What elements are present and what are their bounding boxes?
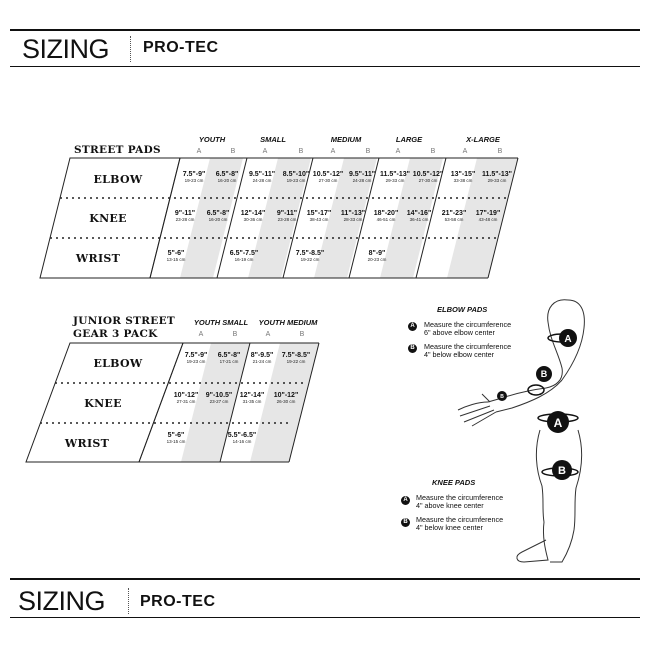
size-cell-inches: 11.5"-13": [380, 171, 410, 178]
size-cell-cm: 13-15 cm: [166, 438, 186, 444]
size-cell-cm: 19-23 cm: [184, 177, 204, 183]
size-cell: [206, 392, 233, 405]
size-cell-inches: 9"-11": [276, 210, 298, 217]
size-cell-cm: 21-24 cm: [252, 358, 272, 364]
size-cell-cm: 36-41 cm: [409, 216, 429, 222]
size-cell: [185, 352, 208, 365]
size-cell-cm: 20-23 cm: [367, 256, 387, 262]
junior-col-b: B: [299, 331, 305, 338]
size-cell-inches: 6.5"-8": [215, 171, 239, 178]
junior-col-b: B: [232, 331, 238, 338]
elbow-b-line2: 4" below elbow center: [424, 350, 495, 360]
junior-col-a: A: [198, 331, 204, 338]
size-cell: [274, 392, 299, 405]
size-cell-cm: 23-27 cm: [209, 398, 229, 404]
elbow-instruction-a: [424, 321, 511, 338]
street-col-a: A: [196, 148, 202, 155]
size-cell-inches: 6.5"-7.5": [229, 250, 259, 257]
elbow-badge-b: B: [408, 344, 417, 353]
size-cell-inches: 9"-10.5": [205, 392, 233, 399]
size-cell-cm: 13-15 cm: [166, 256, 186, 262]
junior-title: [73, 315, 175, 341]
street-col-b: B: [230, 148, 236, 155]
elbow-a-line1: Measure the circumference: [424, 320, 512, 329]
size-cell: [218, 352, 241, 365]
size-cell-inches: 5"-6": [167, 250, 185, 257]
size-cell-inches: 10.5"-12": [312, 171, 344, 178]
knee-pads-title: KNEE PADS: [432, 478, 476, 487]
size-cell-inches: 7.5"-9": [184, 352, 208, 359]
knee-a-line1: Measure the circumference: [416, 493, 504, 502]
illustration-badge-a-elbow: A: [564, 334, 572, 345]
size-cell-cm: 27-31 cm: [176, 398, 196, 404]
size-cell-cm: 24-28 cm: [352, 177, 372, 183]
size-cell-cm: 27-30 cm: [418, 177, 438, 183]
size-cell-inches: 8.5"-10": [282, 171, 310, 178]
size-cell: [251, 352, 274, 365]
size-cell-inches: 6.5"-8": [206, 210, 230, 217]
size-cell-inches: 10"-12": [273, 392, 299, 399]
size-cell-cm: 27-30 cm: [318, 177, 338, 183]
size-cell-cm: 17-21 cm: [219, 358, 239, 364]
size-cell-inches: 10"-12": [173, 392, 199, 399]
size-cell-inches: 13"-15": [450, 171, 476, 178]
size-cell-cm: 26-30 cm: [276, 398, 296, 404]
size-cell-inches: 12"-14": [240, 210, 266, 217]
size-cell-inches: 9.5"-11": [248, 171, 276, 178]
header-title: SIZING: [22, 34, 110, 64]
size-cell: [240, 392, 265, 405]
header-brand-logo: PRO-TEC: [143, 39, 219, 56]
size-cell: [174, 392, 199, 405]
size-cell: [167, 432, 186, 445]
street-col-a: A: [395, 148, 401, 155]
size-cell-cm: 19-22 cm: [286, 358, 306, 364]
size-cell-inches: 7.5"-9": [182, 171, 206, 178]
footer-bottom-rule: [10, 617, 640, 618]
illustration-badge-a-knee: A: [553, 416, 563, 430]
junior-row-label-elbow: ELBOW: [93, 357, 143, 370]
size-cell-inches: 17"-19": [475, 210, 501, 217]
size-cell-cm: 19-23 cm: [186, 358, 206, 364]
size-cell-cm: 16-20 cm: [208, 216, 228, 222]
elbow-instruction-b: [424, 343, 511, 360]
size-cell-cm: 43-48 cm: [478, 216, 498, 222]
size-cell-inches: 7.5"-8.5": [295, 250, 325, 257]
size-cell-cm: 38-43 cm: [309, 216, 329, 222]
street-row-label-knee: KNEE: [89, 212, 127, 225]
junior-row-label-knee: KNEE: [84, 397, 122, 410]
elbow-pads-title: ELBOW PADS: [437, 305, 488, 314]
footer-separator: [128, 588, 129, 614]
junior-size-youth-medium: YOUTH MEDIUM: [258, 318, 318, 327]
size-cell-inches: 10.5"-12": [412, 171, 444, 178]
size-cell-cm: 31-35 cm: [242, 398, 262, 404]
size-cell-cm: 30-36 cm: [243, 216, 263, 222]
knee-b-line2: 4" below knee center: [416, 523, 483, 533]
size-cell-inches: 6.5"-8": [217, 352, 241, 359]
knee-a-line2: 4" above knee center: [416, 501, 484, 511]
elbow-badge-a: A: [408, 322, 417, 331]
size-cell-inches: 9"-11": [174, 210, 196, 217]
size-cell-inches: 11"-13": [340, 210, 366, 217]
junior-title-line1: JUNIOR STREET: [73, 315, 176, 327]
street-row-label-elbow: ELBOW: [93, 173, 143, 186]
knee-b-line1: Measure the circumference: [416, 515, 504, 524]
size-cell-inches: 5.5"-6.5": [227, 432, 257, 439]
size-cell-cm: 23-28 cm: [175, 216, 195, 222]
street-size-small: SMALL: [260, 135, 286, 144]
size-cell-cm: 23-28 cm: [277, 216, 297, 222]
size-cell-inches: 7.5"-8.5": [281, 352, 311, 359]
size-cell-inches: 21"-23": [441, 210, 467, 217]
size-cell-inches: 14"-16": [406, 210, 432, 217]
footer-title: SIZING: [18, 586, 106, 616]
size-cell-cm: 29-33 cm: [487, 177, 507, 183]
street-col-b: B: [365, 148, 371, 155]
knee-instruction-a: [416, 494, 503, 511]
size-cell-inches: 11.5"-13": [482, 171, 512, 178]
size-cell: [282, 352, 310, 365]
knee-badge-b: B: [401, 518, 410, 527]
size-cell-cm: 19-22 cm: [300, 256, 320, 262]
junior-size-youth-small: YOUTH SMALL: [193, 318, 249, 327]
junior-row-label-wrist: WRIST: [64, 437, 110, 450]
street-size-large: LARGE: [395, 135, 423, 144]
junior-title-line2: GEAR 3 PACK: [73, 328, 158, 341]
size-cell-inches: 12"-14": [239, 392, 265, 399]
size-cell-cm: 16-19 cm: [234, 256, 254, 262]
size-cell-cm: 19-23 cm: [286, 177, 306, 183]
size-cell-inches: 15"-17": [306, 210, 332, 217]
elbow-b-line1: Measure the circumference: [424, 342, 512, 351]
size-cell-cm: 33-38 cm: [453, 177, 473, 183]
street-size-medium: MEDIUM: [330, 135, 362, 144]
size-cell-inches: 18"-20": [373, 210, 399, 217]
elbow-a-line2: 6" above elbow center: [424, 328, 495, 338]
junior-col-a: A: [265, 331, 271, 338]
street-col-b: B: [497, 148, 503, 155]
size-cell-cm: 46-51 cm: [376, 216, 396, 222]
street-row-label-wrist: WRIST: [75, 252, 121, 265]
size-cell-inches: 5"-6": [167, 432, 185, 439]
knee-instruction-b: [416, 516, 503, 533]
size-cell: [228, 432, 256, 445]
size-cell-inches: 8"-9.5": [250, 352, 274, 359]
size-cell-cm: 53-58 cm: [444, 216, 464, 222]
street-size-xlarge: X-LARGE: [466, 135, 500, 144]
illustration-badge-b-knee: B: [558, 465, 566, 477]
street-col-a: A: [330, 148, 336, 155]
size-cell-inches: 9.5"-11": [348, 171, 376, 178]
size-cell-cm: 28-33 cm: [343, 216, 363, 222]
street-col-b: B: [298, 148, 304, 155]
street-col-a: A: [262, 148, 268, 155]
size-cell-cm: 29-33 cm: [385, 177, 405, 183]
street-col-b: B: [430, 148, 436, 155]
size-cell-cm: 14-16 cm: [232, 438, 252, 444]
size-cell-cm: 16-20 cm: [217, 177, 237, 183]
knee-badge-a: A: [401, 496, 410, 505]
size-cell-inches: 8"-9": [368, 250, 386, 257]
illustration-badge-small: B: [500, 394, 504, 400]
illustration-badge-b-elbow: B: [540, 369, 548, 379]
size-cell-cm: 24-28 cm: [252, 177, 272, 183]
street-size-youth: YOUTH: [198, 135, 226, 144]
footer-top-rule: [10, 578, 640, 580]
street-pads-title: STREET PADS: [74, 144, 161, 156]
footer-brand-logo: PRO-TEC: [140, 593, 216, 610]
street-col-a: A: [462, 148, 468, 155]
